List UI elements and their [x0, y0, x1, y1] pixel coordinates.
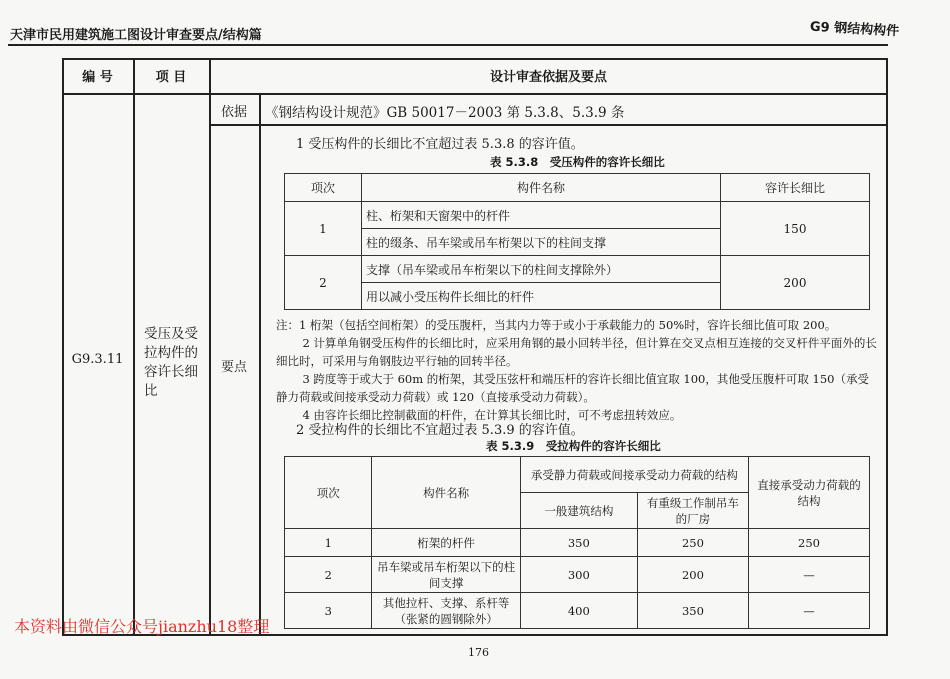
- t2-row3-no: 3: [285, 593, 372, 629]
- t2-row3-dynamic: —: [749, 593, 870, 629]
- table-row: [285, 256, 870, 283]
- notes: [276, 316, 880, 424]
- table-5-3-9: [284, 456, 870, 629]
- basis-text: 《钢结构设计规范》GB 50017－2003 第 5.3.8、5.3.9 条: [265, 105, 625, 121]
- table-row: [285, 557, 870, 593]
- col-divider-2: [209, 58, 211, 636]
- col-divider-1: [133, 58, 135, 636]
- point-2: 2 受拉构件的长细比不宜超过表 5.3.9 的容许值。: [296, 423, 584, 438]
- col-divider-3: [259, 93, 261, 636]
- row-code: G9.3.11: [71, 352, 124, 367]
- t1-row2-no: 2: [285, 256, 362, 310]
- t2-row2-dynamic: —: [749, 557, 870, 593]
- t2-header-dynamic: 直接承受动力荷载的结构: [749, 457, 870, 529]
- row-item: 受压及受拉构件的容许长细比: [144, 326, 198, 399]
- t1-row1-item1: 柱、桁架和天窗架中的杆件: [362, 202, 721, 229]
- t2-row1-name: 桁架的杆件: [372, 529, 520, 557]
- points-label: 要点: [220, 360, 247, 375]
- header-rule: [8, 44, 888, 46]
- t2-row1-crane: 250: [637, 529, 748, 557]
- t2-header-general: 一般建筑结构: [520, 493, 637, 529]
- t2-row3-general: 400: [520, 593, 637, 629]
- header-section: G9 钢结构构件: [809, 19, 900, 40]
- t1-row2-item2: 用以减小受压构件长细比的杆件: [362, 283, 721, 310]
- col-header-code: 编 号: [82, 70, 113, 85]
- t1-row1-no: 1: [285, 202, 362, 256]
- note-3: 3 跨度等于或大于 60m 的桁架，其受压弦杆和端压杆的容许长细比值宜取 100，其他受压腹杆可取 150（承受静力荷载或间接承受动力荷载）或 120（直接承受动力荷载）。: [276, 372, 869, 404]
- t1-header-no: 项次: [285, 174, 362, 202]
- watermark-text: 本资料由微信公众号jianzhu18整理: [14, 617, 270, 636]
- col-header-item: 项 目: [155, 70, 187, 85]
- t2-row3-name: 其他拉杆、支撑、系杆等（张紧的圆钢除外）: [372, 593, 520, 629]
- basis-label: 依据: [220, 105, 247, 120]
- t2-header-no: 项次: [285, 457, 372, 529]
- table-row: [285, 529, 870, 557]
- basis-row-rule: [209, 124, 888, 126]
- header-title: 天津市民用建筑施工图设计审查要点/结构篇: [10, 28, 262, 43]
- t1-row1-value: 150: [721, 202, 870, 256]
- t2-row2-general: 300: [520, 557, 637, 593]
- t1-row1-item2: 柱的缀条、吊车梁或吊车桁架以下的柱间支撑: [362, 229, 721, 256]
- point-1: 1 受压构件的长细比不宜超过表 5.3.8 的容许值。: [296, 137, 584, 152]
- header-row-rule: [62, 93, 888, 95]
- t1-row2-item1: 支撑（吊车梁或吊车桁架以下的柱间支撑除外）: [362, 256, 721, 283]
- t2-row2-no: 2: [285, 557, 372, 593]
- note-1: 注：1 桁架（包括空间桁架）的受压腹杆，当其内力等于或小于承载能力的 50%时，容许长细比值可取 200。: [276, 318, 837, 332]
- t2-row2-name: 吊车梁或吊车桁架以下的柱间支撑: [372, 557, 520, 593]
- col-header-basis: 设计审查依据及要点: [489, 70, 607, 85]
- t2-header-crane: 有重级工作制吊车的厂房: [637, 493, 748, 529]
- t2-row2-crane: 200: [637, 557, 748, 593]
- t2-row1-dynamic: 250: [749, 529, 870, 557]
- note-2: 2 计算单角钢受压构件的长细比时，应采用角钢的最小回转半径，但计算在交叉点相互连接的交叉杆件平面外的长细比时，可采用与角钢肢边平行轴的回转半径。: [276, 336, 877, 368]
- t1-header-name: 构件名称: [362, 174, 721, 202]
- table-row: [285, 593, 870, 629]
- t1-header-value: 容许长细比: [721, 174, 870, 202]
- t2-row3-crane: 350: [637, 593, 748, 629]
- table-row: [285, 202, 870, 229]
- t2-row1-no: 1: [285, 529, 372, 557]
- table1-caption: 表 5.3.8 受压构件的容许长细比: [490, 155, 665, 169]
- note-4: 4 由容许长细比控制截面的杆件，在计算其长细比时，可不考虑扭转效应。: [302, 408, 682, 422]
- t2-header-static: 承受静力荷载或间接承受动力荷载的结构: [520, 457, 748, 493]
- table2-caption: 表 5.3.9 受拉构件的容许长细比: [486, 439, 661, 453]
- t2-row1-general: 350: [520, 529, 637, 557]
- t1-row2-value: 200: [721, 256, 870, 310]
- page-number: 176: [468, 646, 489, 659]
- t2-header-name: 构件名称: [372, 457, 520, 529]
- table-5-3-8: [284, 173, 870, 310]
